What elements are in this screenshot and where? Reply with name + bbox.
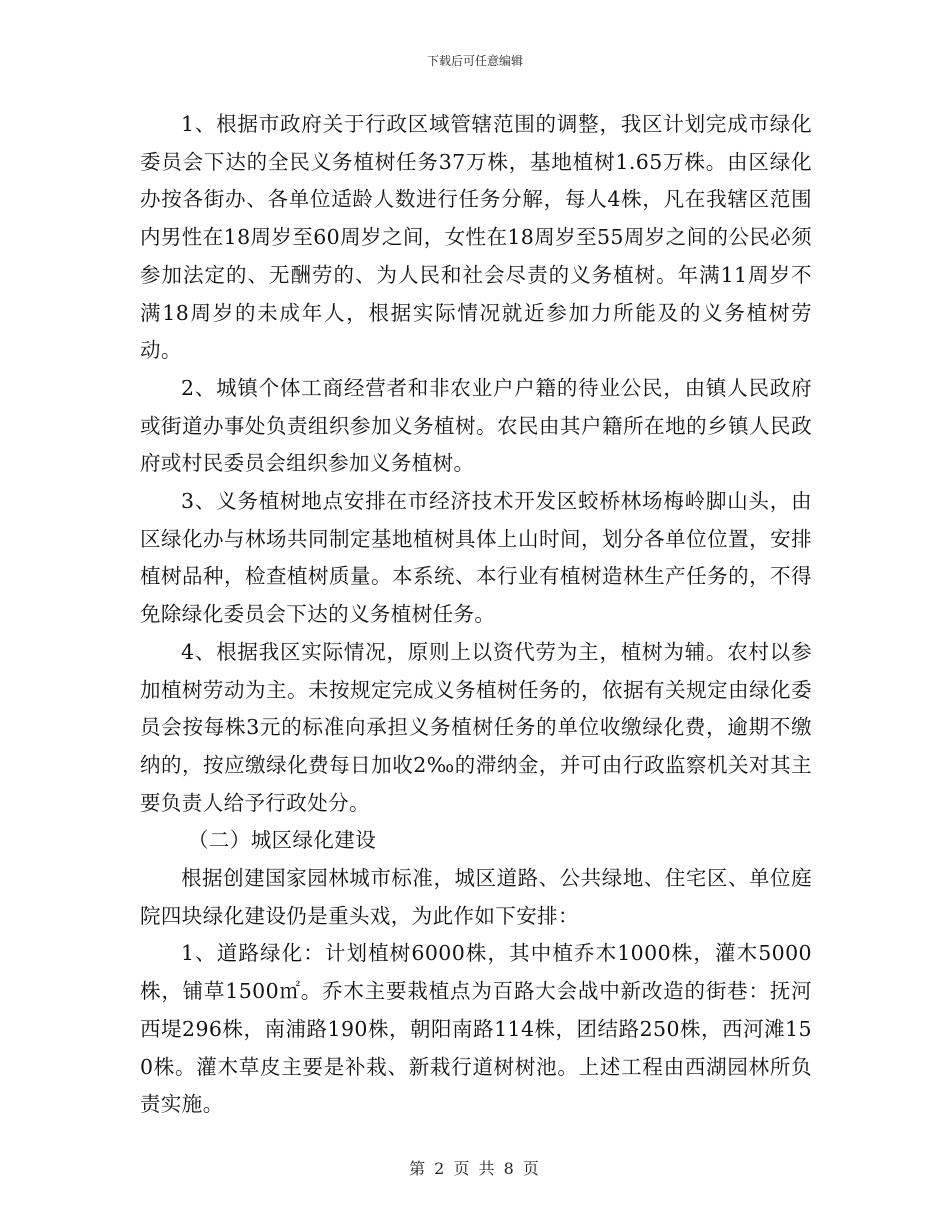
paragraph-planting-site: 3、义务植树地点安排在市经济技术开发区蛟桥林场梅岭脚山头，由区绿化办与林场共同制定基地植树具体上山时间，划分各单位位置，安排植树品种，检查植树质量。本系统、本行业有植树造林生产任务的，不得免除绿化委员会下达的义务植树任务。 — [140, 489, 812, 627]
section-heading-urban-greening: （二）城区绿化建设 — [188, 828, 377, 853]
paragraph-greening-fee: 4、根据我区实际情况，原则上以资代劳为主，植树为辅。农村以参加植树劳动为主。未按规定完成义务植树任务的，依据有关规定由绿化委员会按每株3元的标准向承担义务植树任务的单位收缴绿化费，逾期不缴纳的，按应缴绿化费每日加收2‰的滞纳金，并可由行政监察机关对其主要负责人给予行政处分。 — [140, 639, 812, 815]
paragraph-urban-residents: 2、城镇个体工商经营者和非农业户户籍的待业公民，由镇人民政府或街道办事处负责组织参加义务植树。农民由其户籍所在地的乡镇人民政府或村民委员会组织参加义务植树。 — [140, 375, 812, 476]
page-header: 下载后可任意编辑 — [426, 54, 523, 68]
page-footer: 第 2 页 共 8 页 — [409, 1159, 541, 1178]
paragraph-task-allocation: 1、根据市政府关于行政区域管辖范围的调整，我区计划完成市绿化委员会下达的全民义务植树任务37万株，基地植树1.65万株。由区绿化办按各街办、各单位适龄人数进行任务分解，每人4株，凡在我辖区范围内男性在18周岁至60周岁之间，女性在18周岁至55周岁之间的公民必须参加法定的、无酬劳的、为人民和社会尽责的义务植树。年满11周岁不满18周岁的未成年人，根据实际情况就近参加力所能及的义务植树劳动。 — [140, 112, 812, 363]
paragraph-road-greening: 1、道路绿化：计划植树6000株，其中植乔木1000株，灌木5000株，铺草1500㎡。乔木主要栽植点为百路大会战中新改造的街巷：抚河西堤296株，南浦路190株，朝阳南路114株，团结路250株，西河滩150株。灌木草皮主要是补栽、新栽行道树树池。上述工程由西湖园林所负责实施。 — [140, 941, 812, 1117]
paragraph-garden-city: 根据创建国家园林城市标准，城区道路、公共绿地、住宅区、单位庭院四块绿化建设仍是重头戏，为此作如下安排： — [140, 866, 812, 928]
document-body — [140, 106, 812, 1124]
